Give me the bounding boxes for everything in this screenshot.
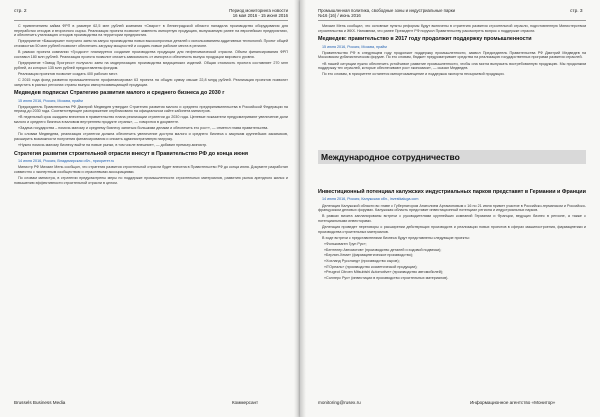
article-meta[interactable]: 15 июня 2016, Россия, Москва, прайм	[322, 44, 387, 49]
article-title[interactable]: Медведев подписал Стратегию развития малого и среднего бизнеса до 2030 г	[14, 90, 225, 97]
list-item: • «Берлин-Хеми» (фармацевтическое производство);	[324, 253, 586, 258]
paragraph: Михаил Мень сообщил, что основные пункты реформы будут включены в стратегию развития строительной отрасли, подготовленную Министерством строительства и ЖКХ. Напомним, что ранее Президент РФ поручил Правительству рассмотреть вопрос о поддержке отрасли.	[318, 24, 586, 33]
right-page	[300, 0, 600, 417]
paragraph: Министр РФ Михаил Мень сообщил, что стратегия развития строительной отрасли будет внесена в Правительство РФ до конца июня. Документ разработан совместно с экспертным сообществом и отраслевыми ассоциациями.	[14, 165, 288, 174]
list-item: • «Фольксваген Груп Рус»;	[324, 242, 586, 247]
article-meta[interactable]: 14 июня 2016, Россия, Калужская обл., investkaluga.com	[322, 197, 419, 202]
paragraph: Председатель Правительства РФ Дмитрий Медведев утвердил Стратегию развития малого и среднего предпринимательства в Российской Федерации на период до 2030 года. Соответствующее распоряжение опубликовано на официальном сайте кабинета министров.	[14, 104, 288, 114]
list-item: • «Peugeot Citroen Mitsubishi Automotive» (производство автомобилей);	[324, 270, 586, 275]
section-banner-title: Международное сотрудничество	[321, 152, 460, 162]
article-title[interactable]: Стратегия развития строительной отрасли внесут в Правительство РФ до конца июня	[14, 150, 249, 157]
paragraph: «Задача государства – помочь малому и среднему бизнесу заняться большими делами и обеспечить его рост», — отметил глава правительства.	[18, 126, 269, 131]
left-header-line: 16 мая 2016 - 15 июня 2016	[232, 13, 288, 19]
paragraph: Делегация Калужской области во главе с Губернатором Анатолием Артамоновым с 16 по 21 июня примет участие в Российско-германском и Российско-французском деловых форумах. Калужская область представит инвестиционный потенциал региона и индустриальных парков.	[318, 203, 586, 213]
paragraph: В ходе встречи с представителями бизнеса будут представлены следующие проекты:	[322, 235, 470, 240]
article-title[interactable]: Медведев: правительство в 2017 году продолжит поддержку промышленности	[318, 36, 532, 43]
right-footer-email[interactable]: monitoring@rusex.ru	[318, 400, 361, 405]
right-column-bottom	[318, 186, 586, 394]
list-item: • «Л'Ореаль» (производство косметической продукции);	[324, 265, 586, 270]
list-item: • «Бентелер Автомотив» (производство деталей и ходовой подвески);	[324, 248, 586, 253]
paragraph: Предприятие «Завод Прогресс» получило заем на модернизацию производства медицинских изделий. Общая стоимость проекта составляет 270 млн рублей, из которых 135 млн рублей предоставлены фондом.	[14, 60, 288, 70]
left-header-line: Период мониторинга новости	[229, 8, 288, 13]
paragraph: По его словам, в приоритете останется импортозамещение и поддержка экспорта несырьевой продукции.	[322, 72, 505, 77]
left-column	[14, 24, 288, 396]
paragraph: «В нашей ситуации нужно обеспечить устойчивое развитие промышленности, чтобы она могла выпускать востребованную продукцию. Мы продолжим поддержку тех отраслей, которые обеспечивают рост экономики», — сказал Медведев.	[318, 61, 586, 71]
article-meta[interactable]: 15 июня 2016, Россия, Москва, прайм	[18, 98, 83, 103]
right-footer-agency: Информационное агентство «Монитор»	[470, 400, 556, 405]
paragraph: «В недельный срок ожидаем внесения в правительство плана реализации стратегии до 2030 года. Целевые показатели предусматривают увеличение доли малого и среднего бизнеса в валовом внутреннем продукте страны», — говорится в документе.	[14, 115, 288, 125]
list-item: • «Соллерс Рус» (инвестиции в производство строительных материалов).	[324, 276, 586, 281]
right-column-top	[318, 24, 586, 142]
paragraph: По словам министра, в стратегии предусмотрены меры по поддержке промышленности строительных материалов, развитию рынка арендного жилья и повышению эффективности строительной отрасли в целом.	[14, 176, 288, 185]
right-page-header	[318, 8, 518, 18]
right-header-line: №16 (16) / июнь 2016	[318, 13, 361, 19]
left-footer-publisher: Коммерсант	[232, 400, 259, 405]
company-list	[318, 242, 586, 280]
paragraph: «Нужно помочь малому бизнесу выйти на новые рынки, в том числе внешние», — добавил премьер-министр.	[18, 143, 208, 148]
right-header-line: Промышленная политика, свободные зоны и индустриальные парки	[318, 8, 456, 13]
left-footer-source: Brussels Business Media	[14, 400, 66, 405]
right-header-rule	[318, 20, 586, 21]
paragraph: В рамках визита запланированы встречи с руководителями крупнейших компаний Германии и Франции, ведущих бизнес в регионе, а также с потенциальными инвесторами.	[318, 214, 586, 223]
list-item: • «Хохланд Руссланд» (производство сыров);	[324, 259, 586, 264]
paragraph: Предприятие «Башкирьия» получило заем на запуск производства новых высокопрочных деталей с использованием аддитивных технологий. Проект общей стоимостью 50 млн рублей позволит обеспечить загрузку мощностей и создать новые рабочие места в регионе.	[14, 39, 288, 48]
paragraph: С привлечением займа ФРП в размере 62,5 млн рублей компания «Сварог» в Ленинградской области наладила производство оборудования для переработки отходов и вторичного сырья. Реализация проекта позволит заменить импортную продукцию, выпускаемую ранее на европейских предприятиях, и обеспечить утилизацию отходов производства на территории предприятия.	[14, 24, 288, 38]
paragraph: По словам Медведева, реализация стратегии должна обеспечить увеличение доступа малого и среднего бизнеса к закупкам крупнейших заказчиков, расширить возможности получения финансирования и снизить административную нагрузку.	[14, 132, 288, 142]
left-header-rule	[14, 20, 288, 21]
paragraph: Правительство РФ в следующем году продолжит поддержку промышленности, заявил Председатель Правительства РФ Дмитрий Медведев на Московском урбанистическом форуме. По его словам, бюджет предусматривает средства на реализацию государственных программ развития отраслей.	[318, 50, 586, 60]
article-title[interactable]: Инвестиционный потенциал калужских индустриальных парков представят в Германии и Франции	[318, 189, 586, 195]
article-meta[interactable]: 14 июня 2016, Россия, Владимирская обл., приоритет.ru	[18, 159, 115, 164]
left-page-header	[170, 8, 288, 18]
right-page-number: стр. 3	[570, 9, 583, 14]
paragraph: Реализация проектов позволит создать 400 рабочих мест.	[18, 71, 118, 76]
section-banner	[318, 150, 586, 164]
left-page-number: стр. 2	[14, 9, 27, 14]
paragraph: Делегация проведет переговоры о расширении действующих производств и реализации новых проектов в сферах машиностроения, фармацевтики и производства строительных материалов.	[318, 225, 586, 234]
paragraph: В рамках проекта компании «Гродсон» планируется создание производства продукции для нефтехимической отрасли. Объем финансирования ФРП составил 180 млн рублей. Реализация проекта позволит снизить зависимость от импорта и обеспечить выпуск продукции мирового уровня.	[14, 50, 288, 59]
paragraph: С 2015 года фонд развития промышленности профинансировал 63 проекта на общую сумму свыше 22,8 млрд рублей. Реализация проектов позволит запустить в разных регионах страны выпуск импортозамещающей продукции.	[14, 77, 288, 87]
